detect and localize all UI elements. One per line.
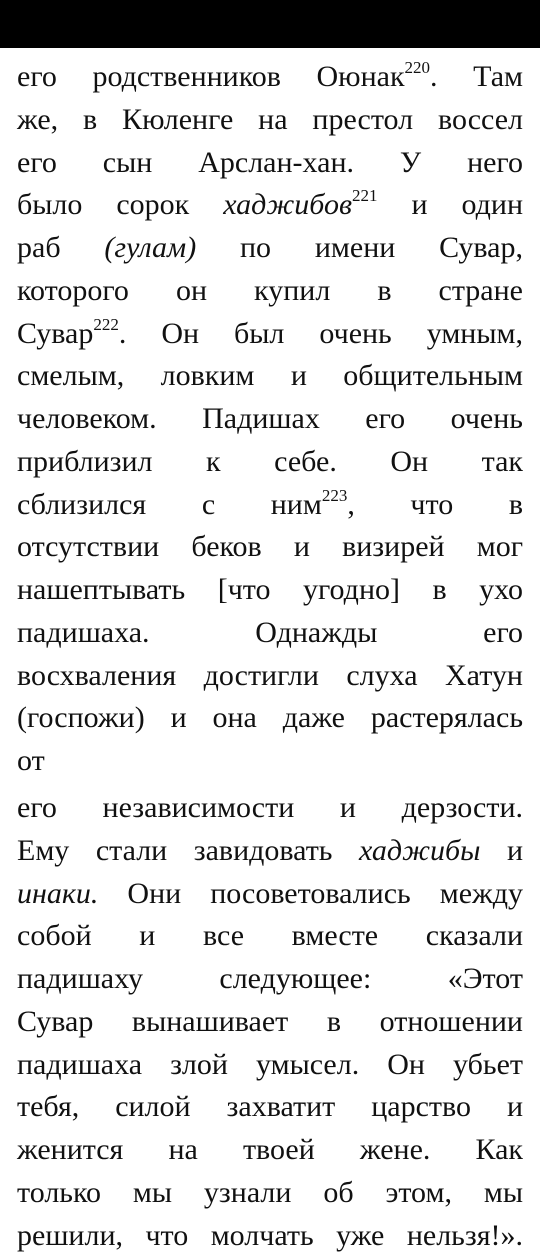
paragraph-2-line — [17, 1215, 523, 1257]
text-segment: нашептывать [что угодно] в ухо — [17, 573, 523, 606]
paragraph-1-line — [17, 56, 523, 98]
text-segment: . Там — [430, 60, 523, 93]
italic-term: хаджибов — [223, 188, 352, 222]
text-segment: сблизился с ним — [17, 487, 322, 521]
text-segment: Сувар — [17, 316, 94, 350]
paragraph-1-line — [17, 655, 523, 697]
italic-term: хаджибы — [359, 833, 481, 867]
paragraph-2-line — [17, 873, 523, 915]
paragraph-2-line — [17, 1086, 523, 1128]
text-segment: решили, что молчать уже нельзя!». — [17, 1218, 523, 1252]
paragraph-1-line — [17, 441, 523, 483]
paragraph-1-line — [17, 142, 523, 184]
text-segment: по имени Сувар, — [196, 231, 523, 264]
text-segment: которого он купил в стране — [17, 273, 523, 307]
paragraph-1-line — [17, 484, 523, 526]
footnote-reference: 223 — [321, 485, 348, 505]
text-segment: смелым, ловким и общительным — [17, 359, 523, 393]
paragraph-2-line — [17, 1001, 523, 1043]
italic-term: инаки. — [17, 876, 99, 910]
text-segment: падишаха злой умысел. Он убьет — [17, 1047, 523, 1081]
text-segment: Они посоветовались между — [98, 876, 523, 910]
footnote-reference: 222 — [93, 314, 119, 334]
text-segment: его независимости и дерзости. — [17, 791, 523, 824]
text-segment: собой и все вместе сказали — [17, 919, 523, 953]
text-segment: тебя, силой захватит царство и — [17, 1090, 523, 1124]
text-segment: женится на твоей жене. Как — [17, 1133, 523, 1166]
footnote-reference: 220 — [404, 58, 431, 77]
text-segment: и один — [377, 188, 523, 222]
text-segment: приблизил к себе. Он так — [17, 444, 523, 478]
text-segment: падишаха. Однажды его — [17, 615, 523, 649]
paragraph-1-line — [17, 697, 523, 739]
footnote-reference: 221 — [351, 186, 378, 206]
text-segment: человеком. Падишах его очень — [17, 402, 523, 435]
text-segment: . Он был очень умным, — [118, 316, 523, 350]
paragraph-1-line — [17, 355, 523, 397]
text-segment: и — [480, 833, 523, 867]
text-segment: отсутствии беков и визирей мог — [17, 530, 523, 564]
paragraph-2-line — [17, 1044, 523, 1086]
paragraph-2-line — [17, 830, 523, 872]
text-segment: его сын Арслан-хан. У него — [17, 145, 523, 179]
paragraph-1-line — [17, 569, 523, 611]
paragraph-1-line — [17, 99, 523, 141]
text-segment: восхваления достигли слуха Хатун — [17, 658, 523, 692]
paragraph-2-line — [17, 1172, 523, 1214]
document-page — [0, 48, 540, 1252]
text-segment: (госпожи) и она даже растерялась — [17, 701, 523, 735]
top-status-bar — [0, 0, 540, 48]
paragraph-1-line — [17, 398, 523, 440]
paragraph-1-line — [17, 740, 523, 782]
text-segment: раб — [17, 231, 105, 264]
italic-term: (гулам) — [104, 231, 197, 264]
paragraph-1-line — [17, 526, 523, 568]
paragraph-2-line — [17, 1129, 523, 1171]
paragraph-1-line — [17, 270, 523, 312]
text-segment: же, в Кюленге на престол воссел — [17, 102, 523, 136]
paragraph-1-line — [17, 227, 523, 269]
text-segment: было сорок — [17, 188, 224, 222]
text-segment: Сувар вынашивает в отношении — [17, 1004, 523, 1038]
paragraph-1-line — [17, 184, 523, 226]
paragraph-1-line — [17, 313, 523, 355]
paragraph-2-line — [17, 958, 523, 1000]
text-segment: от — [17, 744, 45, 777]
paragraph-1-line — [17, 612, 523, 654]
text-segment: его родственников Оюнак — [17, 60, 405, 93]
paragraph-2-line — [17, 915, 523, 957]
text-segment: падишаху следующее: «Этот — [17, 962, 523, 995]
paragraph-2-line — [17, 787, 523, 829]
text-segment: только мы узнали об этом, мы — [17, 1175, 523, 1209]
text-segment: , что в — [347, 487, 523, 521]
text-segment: Ему стали завидовать — [17, 833, 360, 867]
